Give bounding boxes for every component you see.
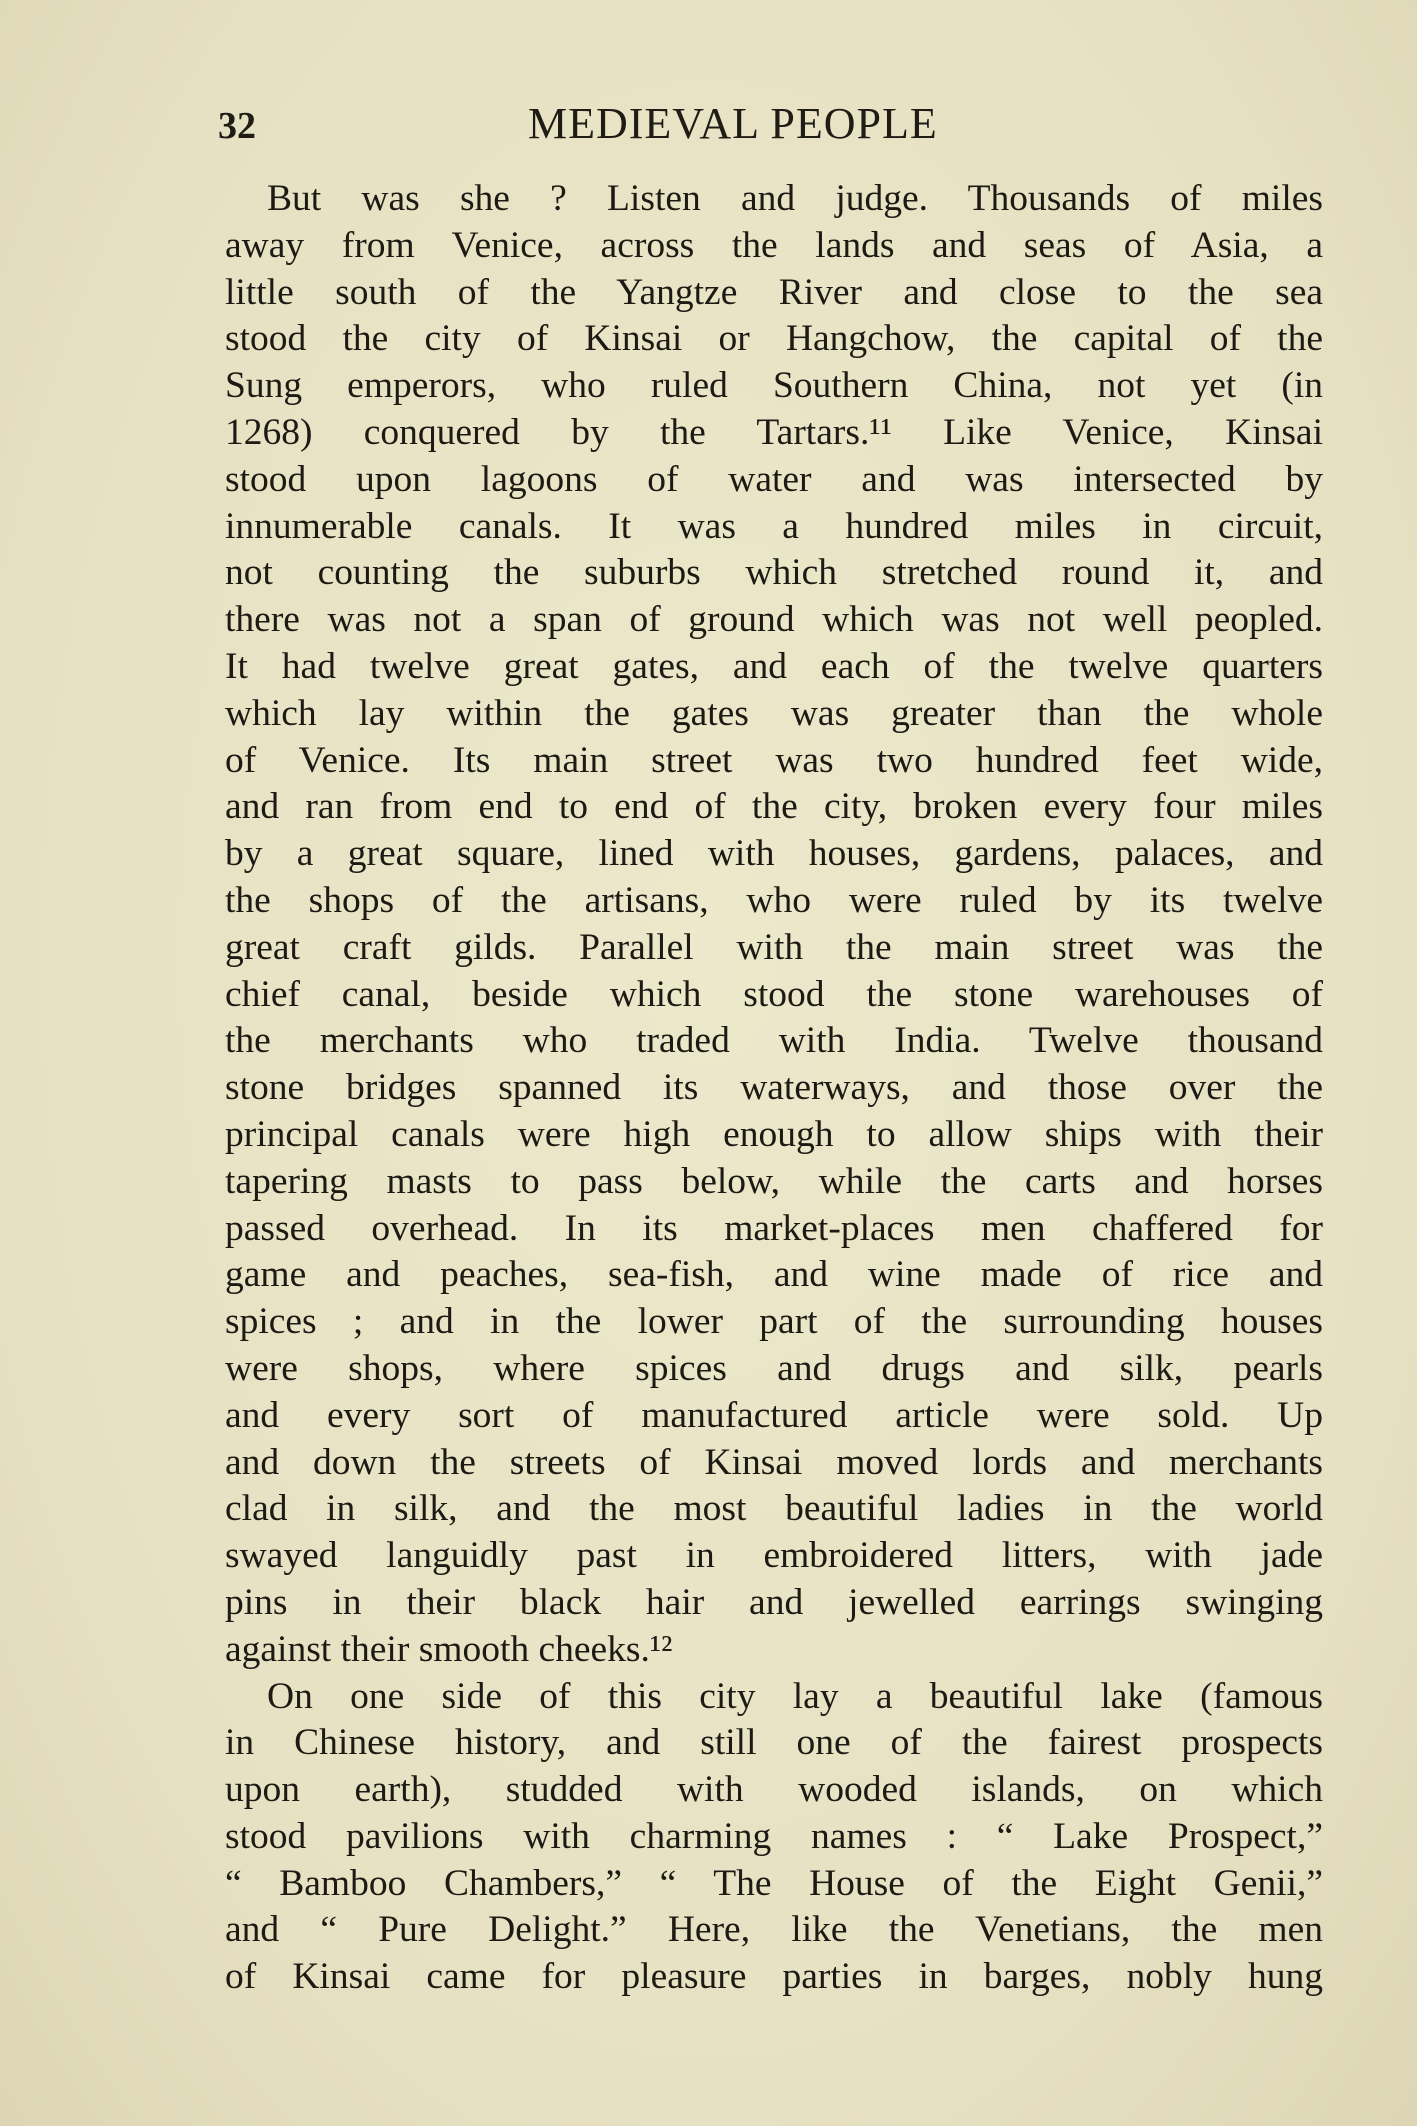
text-line: innumerable canals. It was a hundred miles in circuit, (225, 505, 1323, 547)
text-line: little south of the Yangtze River and close to the sea (225, 271, 1323, 313)
page-number: 32 (218, 105, 256, 147)
text-line: upon earth), studded with wooded islands, on which (225, 1769, 1323, 1811)
text-line: swayed languidly past in embroidered litters, with jade (225, 1535, 1323, 1577)
text-line: “ Bamboo Chambers,” “ The House of the Eight Genii,” (225, 1862, 1323, 1904)
text-line: stood the city of Kinsai or Hangchow, the capital of the (225, 318, 1323, 360)
page-header (218, 98, 1323, 158)
text-line: But was she ? Listen and judge. Thousands of miles (267, 178, 1323, 219)
text-line: stood pavilions with charming names : “ Lake Prospect,” (225, 1815, 1323, 1857)
text-line: not counting the suburbs which stretched round it, and (225, 552, 1323, 594)
body-text (225, 176, 1323, 2001)
text-line: were shops, where spices and drugs and silk, pearls (225, 1347, 1323, 1389)
running-head: MEDIEVAL PEOPLE (528, 99, 938, 148)
text-line: spices ; and in the lower part of the surrounding houses (225, 1301, 1323, 1343)
text-line: It had twelve great gates, and each of the twelve quarters (225, 645, 1323, 687)
text-line: against their smooth cheeks.¹² (225, 1628, 673, 1670)
text-line: the merchants who traded with India. Twelve thousand (225, 1020, 1323, 1062)
text-line: stood upon lagoons of water and was intersected by (225, 458, 1323, 500)
text-line: which lay within the gates was greater than the whole (225, 692, 1323, 734)
text-line: passed overhead. In its market-places men chaffered for (225, 1207, 1323, 1249)
text-line: and every sort of manufactured article were sold. Up (225, 1394, 1323, 1436)
text-line: pins in their black hair and jewelled earrings swinging (225, 1581, 1323, 1623)
text-line: there was not a span of ground which was not well peopled. (225, 599, 1323, 641)
text-line: Sung emperors, who ruled Southern China, not yet (in (225, 365, 1323, 407)
text-line: clad in silk, and the most beautiful ladies in the world (225, 1488, 1323, 1530)
text-line: great craft gilds. Parallel with the main street was the (225, 926, 1323, 968)
text-line: by a great square, lined with houses, gardens, palaces, and (225, 833, 1323, 875)
text-line: tapering masts to pass below, while the carts and horses (225, 1160, 1323, 1202)
text-line: stone bridges spanned its waterways, and those over the (225, 1067, 1323, 1109)
text-line: in Chinese history, and still one of the fairest prospects (225, 1722, 1323, 1764)
text-line: and down the streets of Kinsai moved lords and merchants (225, 1441, 1323, 1483)
text-line: principal canals were high enough to allow ships with their (225, 1113, 1323, 1155)
text-line: of Kinsai came for pleasure parties in barges, nobly hung (225, 1956, 1323, 1998)
text-line: away from Venice, across the lands and seas of Asia, a (225, 224, 1323, 266)
text-line: 1268) conquered by the Tartars.¹¹ Like Venice, Kinsai (225, 411, 1323, 453)
text-line: and ran from end to end of the city, broken every four miles (225, 786, 1323, 828)
text-line: game and peaches, sea-fish, and wine made of rice and (225, 1254, 1323, 1296)
text-line: chief canal, beside which stood the stone warehouses of (225, 973, 1323, 1015)
text-line: of Venice. Its main street was two hundred feet wide, (225, 739, 1323, 781)
text-line: and “ Pure Delight.” Here, like the Venetians, the men (225, 1909, 1323, 1951)
text-line: On one side of this city lay a beautiful lake (famous (267, 1675, 1323, 1717)
text-line: the shops of the artisans, who were ruled by its twelve (225, 879, 1323, 921)
